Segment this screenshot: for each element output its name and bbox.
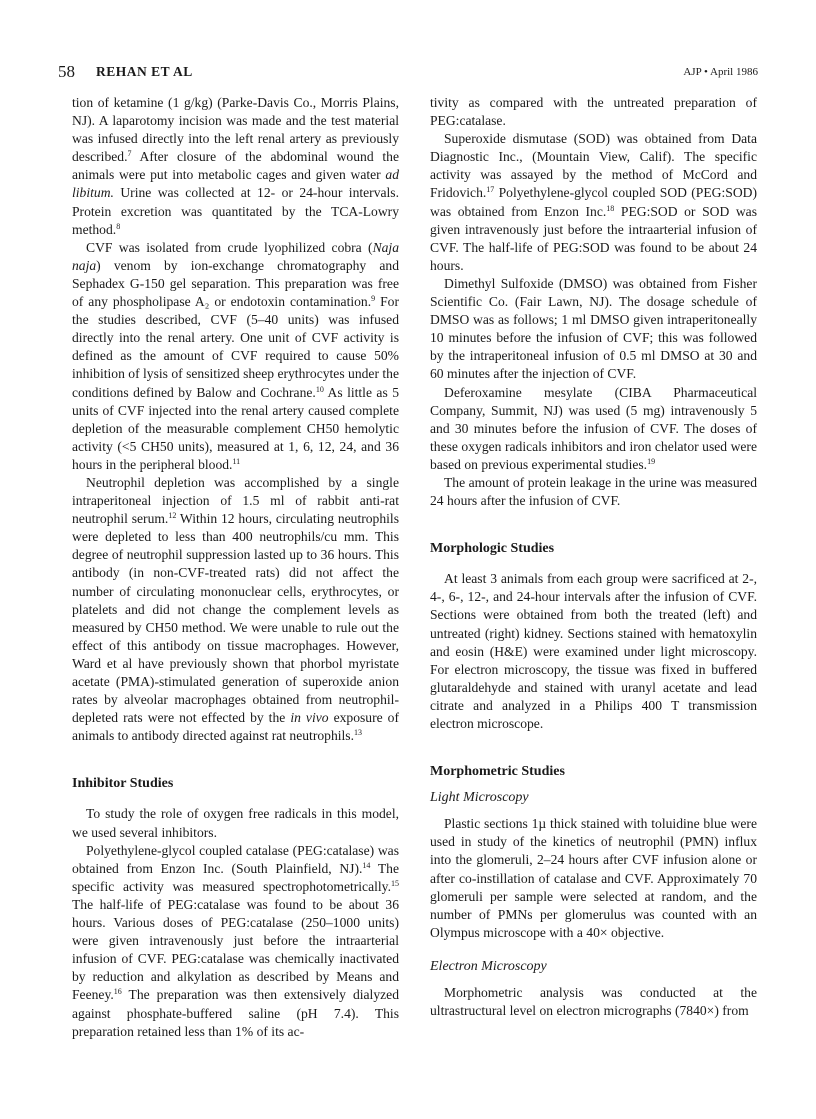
right-column	[430, 94, 757, 1020]
paragraph	[72, 474, 399, 745]
text-run: Superoxide dismutase (SOD) was obtained from Data Diagnostic Inc., (Mountain View, Calif). The specific activity was assayed by the method of McCord and Fridovich.	[430, 131, 757, 201]
paragraph	[430, 474, 757, 510]
text-run: Deferoxamine mesylate (CIBA Pharmaceutical Company, Summit, NJ) was used (5 mg) intravenously 5 and 30 minutes before the infusion of CVF. The doses of these oxygen radicals inhibitors and iron chelator used were based on previous experimental studies.	[430, 384, 757, 472]
text-run: ad libitum.	[72, 167, 399, 201]
reference-superscript: 7	[127, 149, 132, 159]
text-run: At least 3 animals from each group were sacrificed at 2-, 4-, 6-, 12-, and 24-hour intervals after the infusion of CVF. Sections were obtained from both the treated (left) and untreated (right) kidney. Sections stained with hematoxylin and eosin (H&E) were examined under light microscopy. For electron microscopy, the tissue was fixed in buffered glutaraldehyde and stained with uranyl acetate and lead citrate and analyzed in a Philips 400 T transmission electron microscope.	[430, 571, 757, 731]
reference-superscript: 9	[371, 294, 376, 304]
section-heading: Inhibitor Studies	[72, 776, 174, 792]
subsection-heading: Electron Microscopy	[430, 958, 547, 974]
text-run: Morphometric analysis was conducted at the ultrastructural level on electron micrographs (7840×) from	[430, 985, 757, 1019]
paragraph	[430, 815, 757, 942]
page-number: 58	[58, 62, 75, 81]
text-run: Polyethylene-glycol coupled SOD (PEG:SOD) was obtained from Enzon Inc.	[430, 185, 757, 219]
text-run: Plastic sections 1µ thick stained with toluidine blue were used in study of the kinetics of neutrophil (PMN) influx into the glomeruli, 2–24 hours after CVF infusion alone or after co-instillation of catalase and CVF. Approximately 70 glomeruli per sample were selected at random, and the number of PMNs per glomerulus was counted with an Olympus microscope with a 40× objective.	[430, 816, 757, 940]
text-run: ) venom by ion-exchange chromatography and Sephadex G-150 gel separation. This preparation was free of any phospholipase A₂ or endotoxin contamination.	[72, 257, 399, 310]
text-run: tivity as compared with the untreated preparation of PEG:catalase.	[430, 95, 757, 129]
reference-superscript: 14	[362, 860, 371, 870]
text-run: exposure of animals to antibody directed against rat neutrophils.	[72, 710, 399, 744]
text-run: Within 12 hours, circulating neutrophils were depleted to less than 400 neutrophils/cu mm. This degree of neutrophil suppression lasted up to 36 hours. This antibody (in non-CVF-treated rats) did not affect the number of circulating mononuclear cells, erythrocytes, or platelets and did not change the complement levels as measured by CH50 method. We were unable to rule out the effect of this antibody on tissue macrophages. However, Ward et al have previously shown that phorbol myristate acetate (PMA)-stimulated generation of superoxide anion rates by alveolar macrophages obtained from neutrophil-depleted rats were not effected by the	[72, 511, 399, 726]
section-heading: Morphometric Studies	[430, 764, 565, 780]
subsection-heading: Light Microscopy	[430, 790, 529, 806]
reference-superscript: 10	[315, 384, 324, 394]
reference-superscript: 17	[486, 185, 495, 195]
running-header	[58, 62, 758, 84]
text-run: The preparation was then extensively dialyzed against phosphate-buffered saline (pH 7.4). This preparation retained less than 1% of its ac-	[72, 987, 399, 1039]
reference-superscript: 11	[232, 456, 241, 466]
paragraph	[72, 805, 399, 841]
text-run: After closure of the abdominal wound the animals were put into metabolic cages and given water	[72, 149, 399, 183]
text-run: CVF was isolated from crude lyophilized cobra (	[86, 239, 373, 255]
text-run: To study the role of oxygen free radicals in this model, we used several inhibitors.	[72, 806, 399, 840]
reference-superscript: 18	[606, 203, 615, 213]
text-run: Polyethylene-glycol coupled catalase (PEG:catalase) was obtained from Enzon Inc. (South Plainfield, NJ).	[72, 842, 399, 876]
reference-superscript: 8	[116, 221, 121, 231]
section-heading: Morphologic Studies	[430, 541, 555, 557]
reference-superscript: 19	[647, 456, 656, 466]
running-authors: REHAN ET AL	[96, 64, 193, 79]
reference-superscript: 12	[168, 511, 177, 521]
text-run: in vivo	[290, 710, 329, 726]
text-run: tion of ketamine (1 g/kg) (Parke-Davis Co., Morris Plains, NJ). A laparotomy incision was made and the test material was infused directly into the left renal artery as previously described.	[72, 95, 399, 165]
text-run: Naja naja	[72, 239, 399, 273]
text-run: The half-life of PEG:catalase was found to be about 36 hours. Various doses of PEG:catalase (250–1000 units) were given intravenously just before the intraarterial infusion of CVF. PEG:catalase was chemically inactivated by reduction and alkylation as described by Means and Feeney.	[72, 896, 399, 1003]
paragraph	[430, 384, 757, 474]
text-run: The specific activity was measured spectrophotometrically.	[72, 860, 399, 894]
text-run: Urine was collected at 12- or 24-hour intervals. Protein excretion was quantitated by the TCA-Lowry method.	[72, 185, 399, 237]
reference-superscript: 15	[391, 878, 399, 888]
journal-issue: AJP • April 1986	[683, 66, 758, 78]
text-run: As little as 5 units of CVF injected into the renal artery caused complete depletion of the measurable complement CH50 hemolytic activity (<5 CH50 units), measured at 1, 6, 12, 24, and 36 hours in the peripheral blood.	[72, 384, 399, 472]
text-run: Neutrophil depletion was accomplished by a single intraperitoneal injection of 1.5 ml of rabbit anti-rat neutrophil serum.	[72, 474, 399, 527]
paragraph	[72, 239, 399, 474]
text-run: The amount of protein leakage in the urine was measured 24 hours after the infusion of CVF.	[430, 474, 757, 509]
paragraph	[72, 842, 399, 1041]
paragraph	[430, 984, 757, 1020]
paragraph	[430, 275, 757, 384]
left-column	[72, 94, 399, 1041]
reference-superscript: 16	[113, 987, 122, 997]
paragraph	[430, 570, 757, 733]
reference-superscript: 13	[354, 728, 362, 738]
text-run: Dimethyl Sulfoxide (DMSO) was obtained from Fisher Scientific Co. (Fair Lawn, NJ). The dosage schedule of DMSO was as follows; 1 ml DMSO given intraperitoneally 10 minutes before the infusion of CVF; this was followed by the intraperitoneal infusion of 0.5 ml DMSO at 30 and 60 minutes after the injection of CVF.	[430, 275, 757, 382]
paragraph	[430, 94, 757, 130]
paragraph	[430, 130, 757, 275]
text-run: PEG:SOD or SOD was given intravenously just before the intraarterial infusion of CVF. The half-life of PEG:SOD was found to be about 24 hours.	[430, 203, 758, 273]
paragraph	[72, 94, 399, 239]
text-run: For the studies described, CVF (5–40 units) was infused directly into the renal artery. One unit of CVF activity is defined as the amount of CVF required to cause 50% inhibition of lysis of sensitized sheep erythrocytes under the conditions defined by Balow and Cochrane.	[72, 294, 399, 400]
